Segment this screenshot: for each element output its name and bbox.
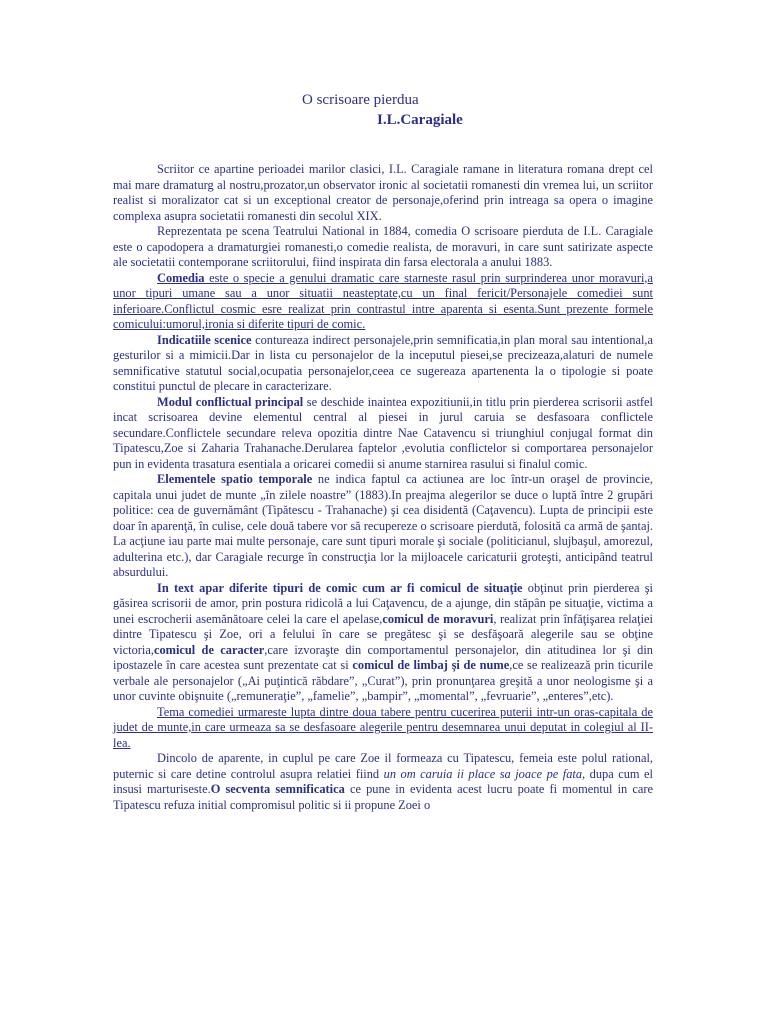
- paragraph-text: contureaza indirect personajele,prin semnificatia,in plan moral sau intentional,a gesturilor si a mimicii.Dar in lista cu personajelor de la inceputul piesei,se precizeaza,alaturi de numele semnificative statutul social,ocupatia personajelor,ceea ce sugereaza apartenenta la o tipologie si poate constitui punctul de plecare in caracterizare.: [113, 332, 653, 393]
- document-header: [113, 88, 653, 132]
- term-elemente-spatio-temporale: Elementele spatio temporale: [157, 472, 313, 486]
- paragraph-elemente-spatio-temporale: [113, 472, 653, 581]
- paragraph-text: ce pune in evidenta acest lucru poate fi momentul in care Tipatescu refuza initial compromisul politic si ii propune Zoei o: [113, 782, 653, 812]
- term-indicatii-scenice: Indicatiile scenice: [157, 332, 252, 347]
- term-comicul-de-limbaj: comicul de limbaj şi de nume: [352, 658, 510, 672]
- paragraph-text: , realizat prin înfăţişarea relaţiei dintre Tipatescu şi Zoe, ori a felului în care se pregătesc şi se desfăşoară alegerile sau se obţine victoria,: [113, 611, 654, 657]
- term-comicul-de-caracter: comicul de caracter: [153, 642, 265, 657]
- spacer: [113, 132, 653, 162]
- document-title: O scrisoare pierdua: [302, 92, 419, 108]
- paragraph-modul-conflictual: [113, 395, 653, 473]
- quote-italic: un om caruia ii place sa joace pe fata: [383, 766, 583, 781]
- term-comedia: Comedia: [157, 270, 205, 285]
- paragraph-indicatii-scenice: [113, 333, 653, 395]
- paragraph-text: ne indica faptul ca actiunea are loc într-un oraşel de provincie, capitala unui judet de munte „în zilele noastre” (1883).In preajma alegerilor se duce o luptă între 2 grupări politice: cea de guvernământ (Tipătescu - Trahanache) şi cea disidentă (Caţavencu). Lupta de principii este doar în aparenţă, în culise, cele două tabere vor să recupereze o scrisoare pierdută, folosită ca armă de şantaj. La acţiune iau parte mai multe personaje, care sunt tipuri morale şi sociale (politicianul, slujbaşul, amorezul, adulterina etc.), dar Caragiale recurge în construcţia lor la mijloacele caricaturii groteşti, anticipând teatrul absurdului.: [113, 472, 653, 579]
- term-comicul-de-moravuri: comicul de moravuri: [382, 611, 494, 626]
- paragraph-zoe-tipatescu: [113, 751, 653, 813]
- paragraph-text: ,care izvoraşte din comportamentul personajelor, din atitudinea lor şi din ipostazele în care acestea sunt prezentate cat si: [113, 642, 653, 672]
- paragraph-text: , dupa cum el insusi marturiseste.: [113, 766, 653, 796]
- paragraph-tipuri-de-comic: [113, 581, 653, 705]
- paragraph-comedia-definition: [113, 271, 653, 333]
- term-secventa-semnificativa: O secventa semnificatica: [210, 782, 345, 796]
- paragraph-text: obţinut prin pierderea şi găsirea scrisorii de amor, prin postura ridicolă a lui Caţavencu, de a ajunge, din stăpân pe situaţie, victima a unei escrocherii asemănătoare celei la care el apelase,: [113, 580, 653, 626]
- document-page: [113, 88, 653, 813]
- term-comicul-de-situatie: In text apar diferite tipuri de comic cum ar fi comicul de situaţie: [157, 580, 523, 595]
- document-author: I.L.Caragiale: [377, 112, 463, 128]
- paragraph-text: ,ce se realizează prin ticurile verbale ale personajelor („Ai puţintică răbdare”, „Curat”), prin pronunţarea greşită a unor neologisme şi a unor cuvinte obişnuite („remuneraţie”, „famelie”, „bampir”, „momental”, „fevruarie”, „enteres”,etc).: [113, 658, 653, 703]
- paragraph-premiere: Reprezentata pe scena Teatrului National in 1884, comedia O scrisoare pierduta de I.L. Caragiale este o capodopera a dramaturgiei romanesti,o comedie realista, de moravuri, in care sunt satirizate aspecte ale societatii contemporane scriitorului, fiind inspirata din farsa electorala a anului 1883.: [113, 224, 653, 269]
- term-modul-conflictual: Modul conflictual principal: [157, 394, 304, 409]
- paragraph-text: Dincolo de aparente, in cuplul pe care Zoe il formeaza cu Tipatescu, femeia este polul rational, puternic si care detine controlul asupra relatiei fiind: [113, 751, 653, 781]
- paragraph-intro: Scriitor ce apartine perioadei marilor clasici, I.L. Caragiale ramane in literatura romana drept cel mai mare dramaturg al nostru,prozator,un observator ironic al societatii romanesti din vremea lui, un scriitor realist si moralizator cat si un exceptional creator de personaje,oferind prin intreaga sa opera o imagine complexa asupra societatii romanesti din secolul XIX.: [113, 162, 653, 223]
- paragraph-text: se deschide inaintea expozitiunii,in titlu prin pierderea scrisorii astfel incat scrisoarea devine elementul central al piesei in jurul caruia se desfasoara conflictele secundare.Conflictele secundare releva opozitia dintre Nae Catavencu si triunghiul conjugal format din Tipatescu,Zoe si Zaharia Trahanache.Derularea faptelor ,evolutia conflictelor si comportarea personajelor pun in evidenta trasatura esentiala a oricarei comedii si anume starnirea rasului si finalul comic.: [113, 394, 653, 471]
- paragraph-text: este o specie a genului dramatic care starneste rasul prin surprinderea unor moravuri,a unor tipuri umane sau a unor situatii neasteptate,cu un final fericit/Personajele comediei sunt inferioare.Conflictul cosmic esre realizat prin contrastul intre aparenta si esenta.Sunt prezente formele comicului:umorul,ironia si diferite tipuri de comic.: [113, 270, 653, 331]
- paragraph-tema: Tema comediei urmareste lupta dintre doua tabere pentru cucerirea puterii intr-un oras-capitala de judet de munte,in care urmeaza sa se desfasoare alegerile pentru desemnarea unui deputat in colegiul al II-lea.: [113, 704, 653, 750]
